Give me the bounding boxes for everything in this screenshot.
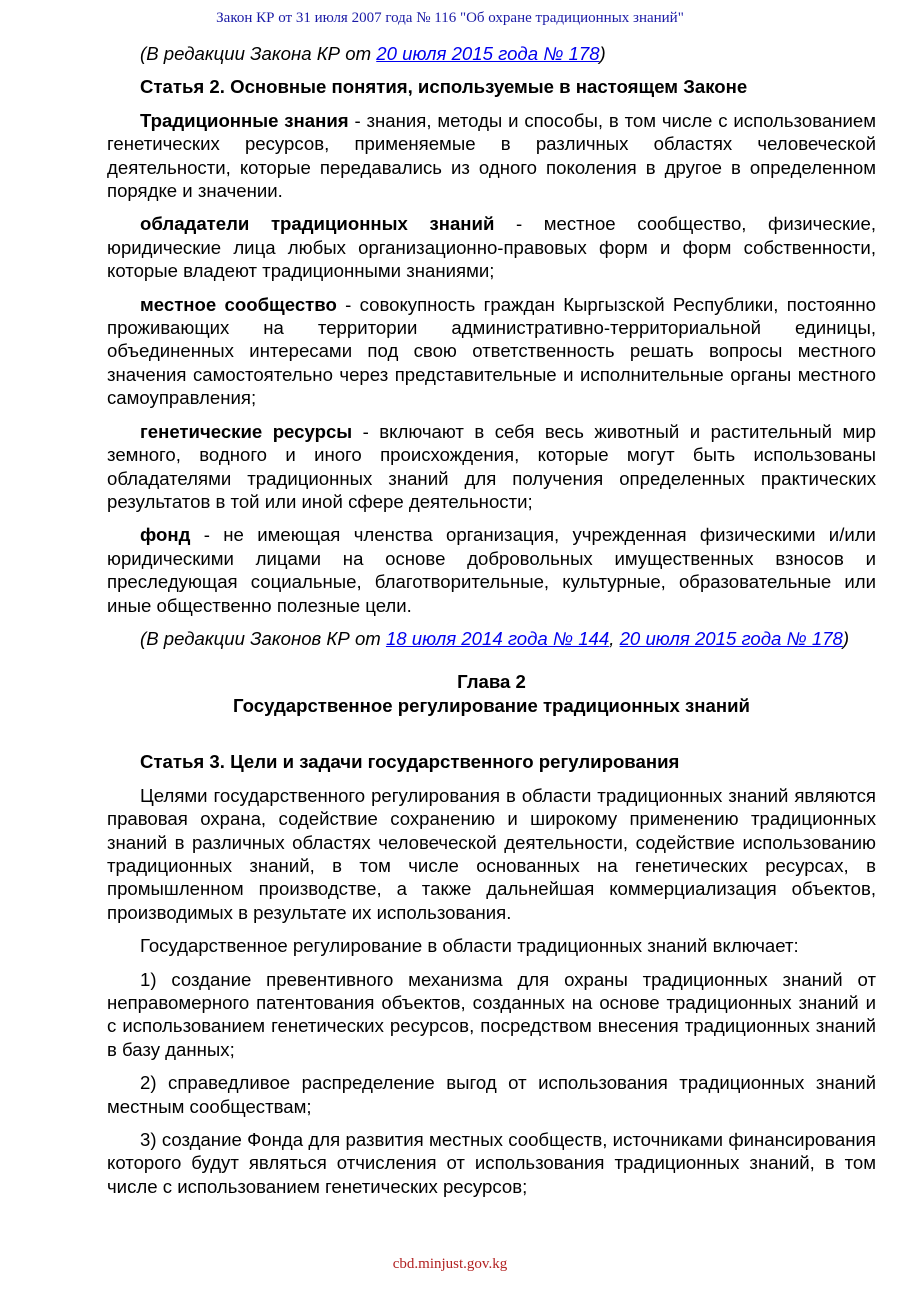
article-3-title: Статья 3. Цели и задачи государственного регулирования <box>140 751 680 773</box>
amendment-note-suffix: ) <box>599 43 606 64</box>
amendment-link-2015[interactable]: 20 июля 2015 года № 178 <box>376 43 600 64</box>
definition-local-community <box>107 293 876 410</box>
definition-term: фонд <box>140 524 191 546</box>
footer-site: cbd.minjust.gov.kg <box>392 1256 508 1272</box>
definition-text: - местное сообщество, физические, юридические лица любых организационно-правовых форм и форм собственности, которые владеют традиционными знаниями; <box>107 213 876 282</box>
amendment-note-separator: , <box>609 627 620 649</box>
amendment-note-article-1 <box>107 42 876 65</box>
definition-text: - не имеющая членства организация, учрежденная физическими и/или юридическими лицами на основе добровольных имущественных взносов и преследующая социальные, благотворительные, культурные, образовательные или иные общественно полезные цели. <box>107 524 876 616</box>
chapter-title: Государственное регулирование традиционных знаний <box>233 695 750 717</box>
chapter-number: Глава 2 <box>457 671 526 693</box>
definition-text: - совокупность граждан Кыргызской Республики, постоянно проживающих на территории административно-территориальной единицы, объединенных интересами под свою ответственность решать вопросы местного значения самостоятельно через представительные и исполнительные органы местного самоуправления; <box>107 293 876 409</box>
article-3-list-item: 3) создание Фонда для развития местных сообществ, источниками финансирования которого будут являться отчисления от использования традиционных знаний, в том числе с использованием генетических ресурсов; <box>107 1129 876 1197</box>
definition-fund <box>107 523 876 617</box>
definition-text: - включают в себя весь животный и растительный мир земного, водного и иного происхождения, которые могут быть использованы обладателями традиционных знаний для получения определенных практических результатов в той или иной сфере деятельности; <box>107 420 876 512</box>
article-3-list-item: 2) справедливое распределение выгод от использования традиционных знаний местным сообществам; <box>107 1072 876 1117</box>
amendment-note-suffix: ) <box>842 627 850 649</box>
article-3-paragraph: Целями государственного регулирования в области традиционных знаний являются правовая охрана, содействие сохранению и широкому применению традиционных знаний в различных областях человеческой деятельности, содействие использованию традиционных знаний, в том числе основанных на генетических ресурсах, в промышленном производстве, а также дальнейшая коммерциализация объектов, производимых в результате их использования. <box>107 784 876 923</box>
definition-term: генетические ресурсы <box>140 420 353 442</box>
definition-term: Традиционные знания <box>140 109 349 131</box>
amendment-note-prefix: (В редакции Законов КР от <box>140 627 386 649</box>
definition-term: обладатели традиционных знаний <box>140 213 495 235</box>
definition-text: - знания, методы и способы, в том числе с использованием генетических ресурсов, применяемые в различных областях человеческой деятельности, которые передавались из одного поколения в другое в определенном порядке и значении. <box>107 109 876 202</box>
document-header: Закон КР от 31 июля 2007 года № 116 "Об охране традиционных знаний" <box>216 10 684 26</box>
amendment-note-prefix: (В редакции Закона КР от <box>140 43 377 64</box>
definition-knowledge-holders <box>107 212 876 282</box>
article-3-paragraph: Государственное регулирование в области традиционных знаний включает: <box>140 935 799 957</box>
article-3-list-item: 1) создание превентивного механизма для охраны традиционных знаний от неправомерного патентования объектов, созданных на основе традиционных знаний и с использованием генетических ресурсов, посредством внесения традиционных знаний в базу данных; <box>107 968 876 1060</box>
amendment-link-2014[interactable]: 18 июля 2014 года № 144 <box>385 627 610 649</box>
definition-term: местное сообщество <box>140 293 337 315</box>
article-2-title: Статья 2. Основные понятия, используемые в настоящем Законе <box>140 76 748 98</box>
amendment-link-2015[interactable]: 20 июля 2015 года № 178 <box>619 627 843 649</box>
chapter-spacer <box>107 718 876 750</box>
definition-traditional-knowledge <box>107 109 876 203</box>
definition-genetic-resources <box>107 420 876 514</box>
document-body <box>107 42 876 1208</box>
amendment-note-article-2 <box>107 627 876 650</box>
chapter-2-heading <box>107 670 876 718</box>
